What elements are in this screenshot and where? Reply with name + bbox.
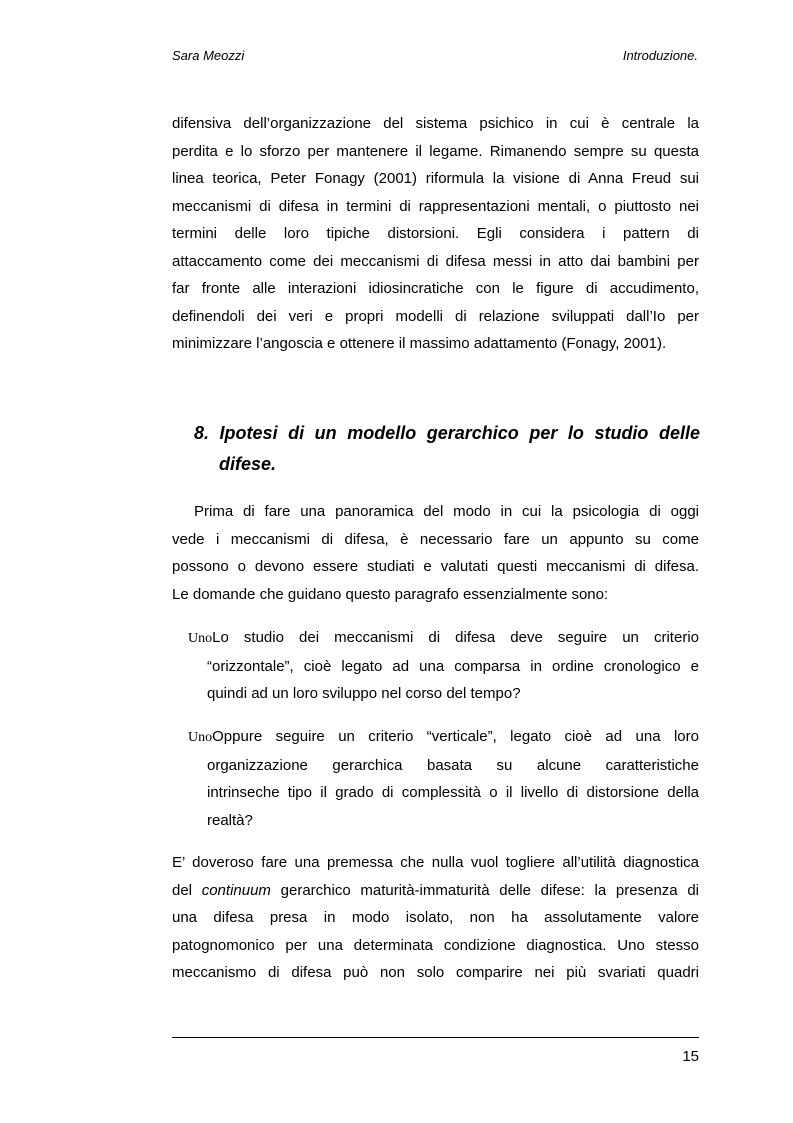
text-line: definendoli dei veri e propri modelli di relazione sviluppati dall’Io per bbox=[172, 307, 699, 325]
text-line: Prima di fare una panoramica del modo in cui la psicologia di oggi bbox=[194, 503, 699, 520]
text-line: far fronte alle interazioni idiosincratiche con le figure di accudimento, bbox=[172, 280, 699, 297]
bullet-item bbox=[188, 723, 699, 834]
text-fragment: del bbox=[172, 881, 202, 899]
text-line: attaccamento come dei meccanismi di difesa messi in atto dai bambini per bbox=[172, 252, 699, 270]
section-heading-line: 8. Ipotesi di un modello gerarchico per lo studio delle bbox=[194, 423, 700, 443]
bullet-text: “orizzontale”, cioè legato ad una comparsa in ordine cronologico e bbox=[207, 657, 699, 675]
text-fragment: gerarchico maturità-immaturità delle difese: la presenza di bbox=[270, 881, 699, 899]
bullet-marker: Uno bbox=[188, 730, 213, 745]
closing-paragraph bbox=[172, 849, 699, 987]
text-line: meccanismi di difesa in termini di rappresentazioni mentali, o piuttosto nei bbox=[172, 197, 699, 215]
bullet-marker: Uno bbox=[188, 631, 213, 646]
section-heading bbox=[194, 418, 700, 480]
section-paragraph bbox=[172, 498, 699, 608]
section-heading-line: difese. bbox=[219, 454, 277, 474]
text-line: patognomonico per una determinata condizione diagnostica. Uno stesso bbox=[172, 936, 699, 954]
bullet-text: Oppure seguire un criterio “verticale”, legato cioè ad una loro bbox=[212, 728, 699, 745]
text-line bbox=[172, 877, 699, 905]
bullet-first-line bbox=[188, 624, 699, 653]
intro-paragraph bbox=[172, 110, 699, 358]
text-line: vede i meccanismi di difesa, è necessario fare un appunto su come bbox=[172, 530, 699, 548]
emphasized-term: continuum bbox=[201, 881, 271, 899]
header-author: Sara Meozzi bbox=[172, 48, 245, 63]
bullet-item bbox=[188, 624, 699, 708]
text-line: meccanismo di difesa può non solo comparire nei più svariati quadri bbox=[172, 964, 699, 981]
text-line: possono o devono essere studiati e valutati questi meccanismi di difesa. bbox=[172, 558, 699, 575]
text-line: minimizzare l’angoscia e ottenere il massimo adattamento (Fonagy, 2001). bbox=[172, 335, 667, 352]
footer-divider bbox=[172, 1037, 699, 1038]
bullet-text: Lo studio dei meccanismi di difesa deve seguire un criterio bbox=[212, 629, 699, 646]
text-line: Le domande che guidano questo paragrafo essenzialmente sono: bbox=[172, 585, 609, 603]
text-line: E’ doveroso fare una premessa che nulla vuol togliere all’utilità diagnostica bbox=[172, 854, 699, 871]
bullet-first-line bbox=[188, 723, 699, 752]
text-line: linea teorica, Peter Fonagy (2001) riformula la visione di Anna Freud sui bbox=[172, 170, 699, 187]
bullet-text: organizzazione gerarchica basata su alcune caratteristiche bbox=[207, 756, 699, 774]
bullet-text: realtà? bbox=[207, 811, 253, 829]
text-line: perdita e lo sforzo per mantenere il legame. Rimanendo sempre su questa bbox=[172, 142, 699, 160]
header-chapter: Introduzione. bbox=[622, 48, 698, 63]
bullet-text: intrinseche tipo il grado di complessità o il livello di distorsione della bbox=[207, 784, 699, 801]
bullet-text: quindi ad un loro sviluppo nel corso del tempo? bbox=[207, 685, 521, 702]
text-line: termini delle loro tipiche distorsioni. Egli considera i pattern di bbox=[172, 225, 699, 242]
text-line: una difesa presa in modo isolato, non ha assolutamente valore bbox=[172, 909, 699, 926]
page-number: 15 bbox=[682, 1048, 699, 1065]
text-line: difensiva dell’organizzazione del sistema psichico in cui è centrale la bbox=[172, 115, 699, 132]
